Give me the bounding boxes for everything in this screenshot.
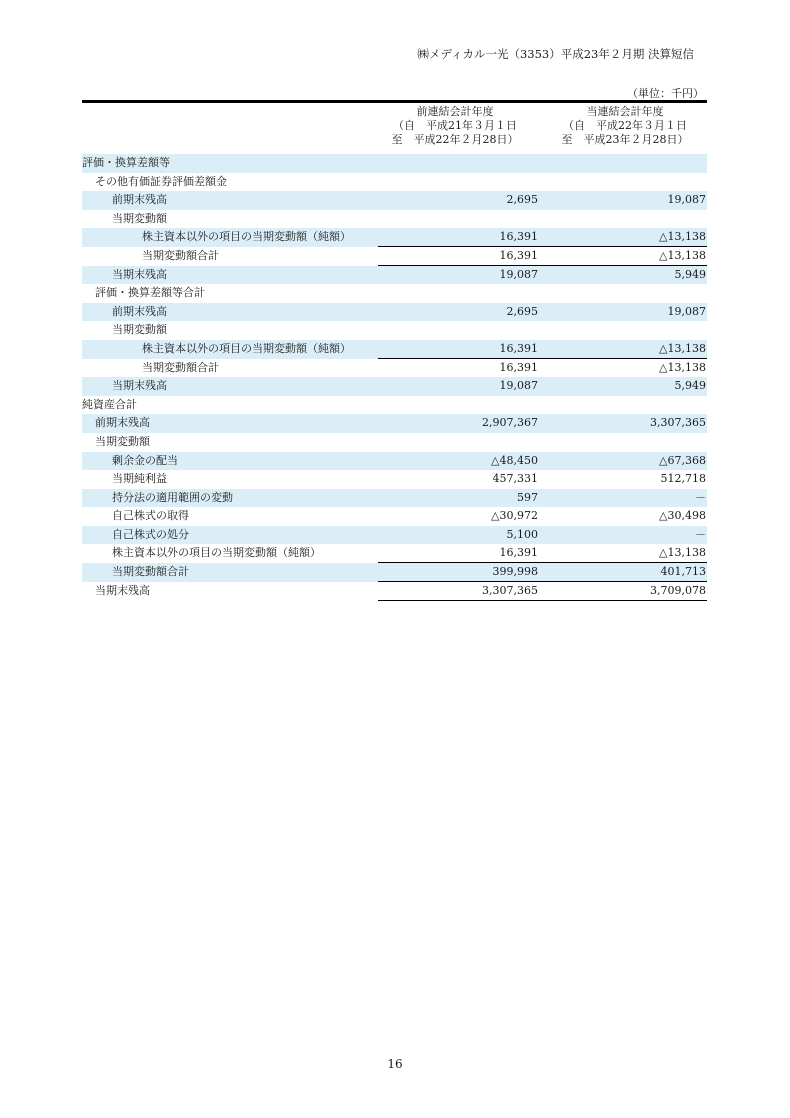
row-label: 前期末残高 [95,416,150,430]
row-label: 株主資本以外の項目の当期変動額（純額） [142,230,351,244]
table-top-rule [82,100,707,103]
document-header: ㈱メディカル一光（3353）平成23年２月期 決算短信 [417,47,694,61]
value-previous-period: 2,695 [506,304,538,318]
table-row [82,284,707,303]
column-header-line: 至 平成22年２月28日） [391,133,519,146]
table-row [82,544,707,563]
row-label: 当期変動額合計 [112,565,189,579]
value-previous-period: 16,391 [499,230,538,244]
row-label: 当期末残高 [112,379,167,393]
value-current-period: 3,307,365 [650,416,706,430]
table-row [82,340,707,359]
row-label: 剰余金の配当 [112,453,178,467]
value-current-period: 19,087 [667,193,706,207]
column-header-line: 前連結会計年度 [416,105,494,118]
table-row [82,489,707,508]
table-row [82,191,707,210]
table-row [82,414,707,433]
statement-table [82,154,707,600]
column-header-line: 当連結会計年度 [586,105,664,118]
value-previous-period: △48,450 [491,453,538,467]
row-label: 当期変動額合計 [142,248,219,262]
table-row [82,247,707,266]
value-previous-period: 399,998 [492,565,538,579]
table-row [82,563,707,582]
value-current-period: △13,138 [659,230,706,244]
table-row [82,228,707,247]
value-previous-period: 2,695 [506,193,538,207]
value-previous-period: △30,972 [491,509,538,523]
value-previous-period: 19,087 [499,267,538,281]
table-row [82,266,707,285]
row-label: 持分法の適用範囲の変動 [112,490,233,504]
value-current-period: － [695,490,706,504]
column-header-line: （自 平成21年３月１日 [393,119,517,132]
table-row [82,303,707,322]
value-current-period: 3,709,078 [650,583,706,597]
value-current-period: 5,949 [674,379,706,393]
table-row [82,582,707,601]
table-row [82,433,707,452]
value-previous-period: 2,907,367 [482,416,538,430]
value-current-period: 401,713 [660,565,706,579]
row-label: 当期変動額合計 [142,360,219,374]
value-current-period: 512,718 [660,472,706,486]
row-label: 評価・換算差額等合計 [95,286,205,300]
value-previous-period: 3,307,365 [482,583,538,597]
table-row [82,321,707,340]
table-row [82,173,707,192]
row-label: 自己株式の処分 [112,527,189,541]
value-previous-period: 19,087 [499,379,538,393]
value-previous-period: 457,331 [492,472,538,486]
table-row [82,377,707,396]
table-row [82,359,707,378]
value-previous-period: 16,391 [499,546,538,560]
row-label: 当期変動額 [112,211,167,225]
value-current-period: △13,138 [659,360,706,374]
value-current-period: △13,138 [659,341,706,355]
row-label: 当期末残高 [112,267,167,281]
row-label: 前期末残高 [112,193,167,207]
unit-label: （単位：千円） [627,87,704,100]
table-row [82,507,707,526]
row-label: 当期純利益 [112,472,167,486]
value-previous-period: 5,100 [506,527,538,541]
column-header-line: （自 平成22年３月１日 [563,119,687,132]
value-previous-period: 16,391 [499,360,538,374]
value-current-period: 5,949 [674,267,706,281]
value-current-period: △30,498 [659,509,706,523]
value-previous-period: 16,391 [499,248,538,262]
row-label: 評価・換算差額等 [82,156,170,169]
table-row [82,210,707,229]
table-row [82,396,707,415]
row-label: 当期変動額 [112,323,167,337]
table-row [82,526,707,545]
column-header-previous-period [375,105,535,147]
table-row [82,154,707,173]
value-current-period: △67,368 [659,453,706,467]
row-label: 当期変動額 [95,434,150,448]
table-row [82,452,707,471]
column-header-current-period [545,105,705,147]
row-label: 純資産合計 [82,397,137,411]
row-label: 株主資本以外の項目の当期変動額（純額） [112,546,321,560]
value-current-period: △13,138 [659,248,706,262]
column-header-line: 至 平成23年２月28日） [561,133,689,146]
row-label: 自己株式の取得 [112,509,189,523]
row-label: その他有価証券評価差額金 [95,174,227,188]
value-previous-period: 16,391 [499,341,538,355]
value-previous-period: 597 [517,490,538,504]
row-label: 株主資本以外の項目の当期変動額（純額） [142,341,351,355]
underline-rule [378,600,707,601]
value-current-period: △13,138 [659,546,706,560]
value-current-period: 19,087 [667,304,706,318]
row-label: 当期末残高 [95,583,150,597]
value-current-period: － [695,527,706,541]
table-row [82,470,707,489]
page-number: 16 [387,1057,403,1071]
row-label: 前期末残高 [112,304,167,318]
